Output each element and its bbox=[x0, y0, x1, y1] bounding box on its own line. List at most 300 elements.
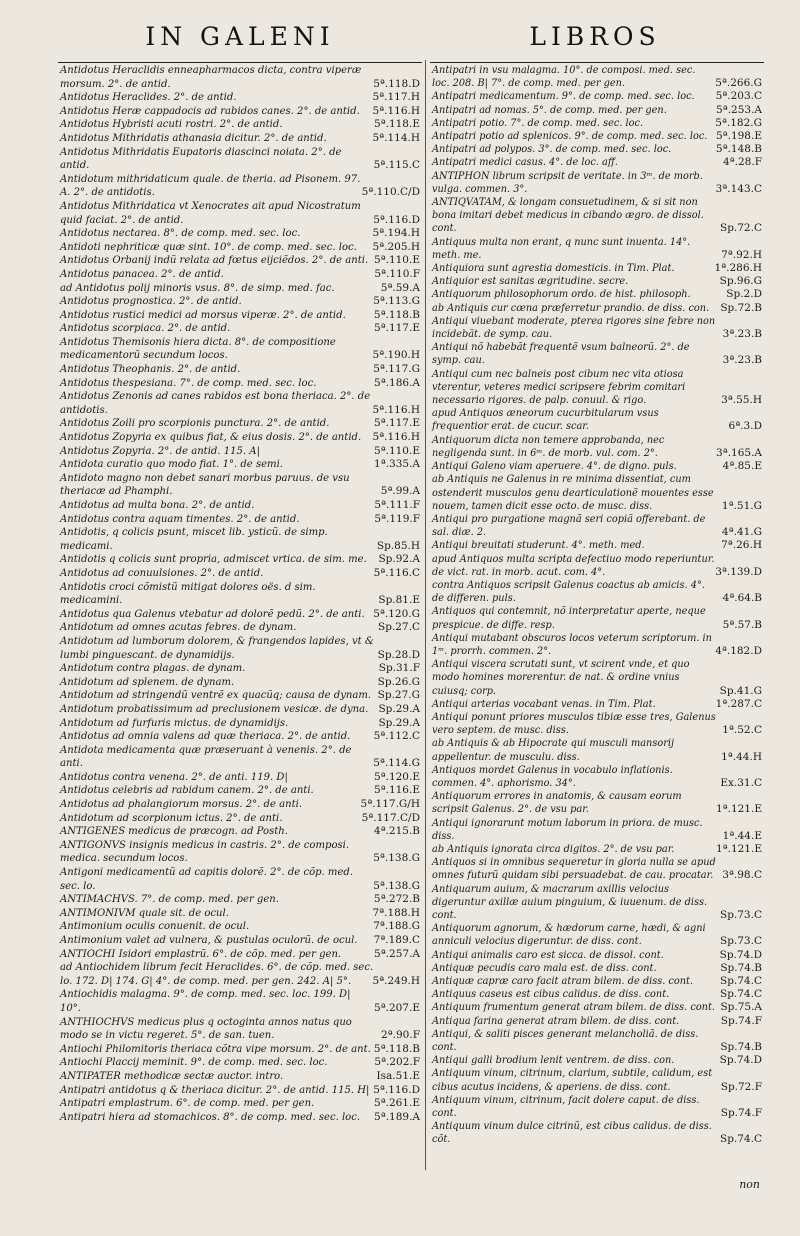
entry-reference: 5ª.116.C bbox=[373, 566, 420, 579]
entry-reference: Sp.2.D bbox=[726, 288, 762, 301]
entry-reference: 5ª.112.C bbox=[373, 730, 420, 743]
index-entry bbox=[432, 988, 764, 1001]
index-entry bbox=[432, 698, 764, 711]
entry-reference: 1ª.121.E bbox=[715, 803, 762, 816]
entry-text: Antiquum frumentum generat atram bilem. de diss. cont. bbox=[432, 1002, 715, 1014]
index-entry bbox=[60, 1097, 422, 1111]
entry-text: Antidotum ad stringendũ ventrẽ ex quacũq; causa de dynam. bbox=[60, 690, 372, 702]
entry-text: Antidotum ad omnes acutas febres. de dynam. bbox=[60, 622, 297, 634]
entry-text: Antiqui viuebant moderate, pterea rigores sine febre non incidebãt. de symp. cau. bbox=[432, 315, 716, 341]
index-entry bbox=[432, 1015, 764, 1028]
entry-text: Antidotum ad splenem. de dynam. bbox=[60, 676, 235, 688]
entry-reference: Sp.72.C bbox=[720, 222, 762, 235]
index-entry bbox=[60, 268, 422, 282]
index-entry bbox=[432, 883, 764, 923]
entry-reference: 4ª.85.E bbox=[722, 460, 762, 473]
entry-text: Antidotus Zopyria ex quibus fiat, & eius dosis. 2°. de antid. bbox=[60, 432, 362, 444]
index-entry bbox=[60, 866, 422, 893]
entry-reference: 5ª.205.H bbox=[372, 240, 420, 253]
index-entry bbox=[432, 975, 764, 988]
entry-text: Antiquorum agnorum, & hædorum carne, hædi, & agni anniculi velocius digeruntur. de diss. cont. bbox=[432, 923, 706, 948]
entry-reference: 1ª.335.A bbox=[374, 458, 420, 471]
entry-text: Antipatri medicamentum. 9°. de comp. med. sec. loc. bbox=[432, 91, 695, 103]
entry-text: Antiochidis malagma. 9°. de comp. med. sec. loc. 199. D| 10°. bbox=[60, 989, 351, 1014]
entry-reference: 5ª.111.F bbox=[374, 499, 420, 511]
entry-text: Antiquus caseus est cibus calidus. de diss. cont. bbox=[432, 989, 670, 1001]
entry-reference: 5ª.116.D bbox=[373, 1083, 420, 1096]
entry-reference: 5ª.114.G bbox=[373, 757, 420, 770]
entry-text: Antiquorum dicta non temere approbanda, nec negligenda sunt. in 6ᵐ. de morb. vul. com. 2°. bbox=[432, 434, 665, 459]
entry-reference: Sp.26.G bbox=[377, 675, 420, 688]
entry-text: Antiochi Philomitoris theriaca cõtra vipe morsum. 2°. de ant. bbox=[60, 1043, 371, 1055]
entry-reference: 5ª.116.D bbox=[373, 213, 420, 226]
entry-text: apud Antiquos multa scripta defectiuo modo reperiuntur. de vict. rat. in morb. acut. com. 4°. bbox=[432, 553, 715, 578]
entry-reference: 7ª.188.G bbox=[373, 920, 420, 933]
index-entry bbox=[60, 608, 422, 622]
entry-reference: 4ª.41.G bbox=[721, 526, 762, 539]
index-entry bbox=[432, 658, 764, 698]
entry-reference: 1ª.52.C bbox=[722, 724, 762, 737]
entry-text: Antiquarum auium, & macrarum axillis velocius digeruntur axillæ auium pinguium, & iuuenum. de diss. cont. bbox=[432, 883, 708, 921]
index-entry bbox=[60, 431, 422, 445]
entry-reference: Isa.51.E bbox=[376, 1069, 420, 1082]
index-entry bbox=[432, 737, 764, 763]
entry-text: Antimonium oculis conuenit. de ocul. bbox=[60, 921, 250, 933]
entry-reference: Sp.31.F bbox=[378, 662, 420, 675]
head-rule-right bbox=[430, 62, 764, 63]
entry-reference: 1ª.287.C bbox=[715, 697, 762, 710]
entry-reference: 5ª.257.A bbox=[374, 947, 420, 960]
entry-text: Antidotus Zenonis ad canes rabidos est bona theriaca. 2°. de antidotis. bbox=[60, 391, 371, 416]
entry-reference: 5ª.113.G bbox=[373, 295, 420, 308]
index-entry bbox=[60, 526, 422, 553]
entry-reference: Sp.74.C bbox=[720, 975, 762, 988]
entry-text: Antidotus scorpiaca. 2°. de antid. bbox=[60, 323, 231, 335]
entry-text: ANTIMACHVS. 7°. de comp. med. per gen. bbox=[60, 894, 279, 906]
entry-reference: 5ª.272.B bbox=[373, 893, 420, 906]
entry-text: Antidotum ad scorpionum ictus. 2°. de anti. bbox=[60, 812, 283, 824]
entry-text: Antipatri hiera ad stomachicos. 8°. de comp. med. sec. loc. bbox=[60, 1111, 361, 1123]
entry-text: Antigoni medicamentũ ad capitis dolorẽ. 2°. de cõp. med. sec. lo. bbox=[60, 867, 354, 892]
entry-reference: 3ª.165.A bbox=[716, 446, 762, 459]
index-entry bbox=[60, 118, 422, 132]
entry-text: Antiquos si in omnibus sequeretur in gloria nulla se apud omnes futurũ quidam sibi persuadebat. de cau. procatar. bbox=[432, 857, 716, 882]
index-entry bbox=[432, 288, 764, 301]
entry-text: Antidoti nephriticæ quæ sint. 10°. de comp. med. sec. loc. bbox=[60, 241, 357, 253]
index-entry bbox=[432, 130, 764, 143]
index-entry bbox=[432, 790, 764, 816]
index-entry bbox=[432, 1028, 764, 1054]
index-column-left bbox=[60, 64, 422, 1124]
entry-reference: 3ª.23.B bbox=[722, 354, 762, 367]
index-entry bbox=[60, 920, 422, 934]
entry-text: Antiquum vinum, citrinum, clarium, subtile, calidum, est cibus acutus incidens, & aperiens. de diss. cont. bbox=[432, 1068, 713, 1093]
index-entry bbox=[60, 132, 422, 146]
index-entry bbox=[60, 513, 422, 527]
index-entry bbox=[60, 458, 422, 472]
index-entry bbox=[60, 676, 422, 690]
entry-reference: 5ª.202.F bbox=[374, 1056, 420, 1069]
entry-text: Antidoto magno non debet sanari morbus paruus. de vsu theriacæ ad Phamphi. bbox=[60, 472, 350, 498]
entry-reference: 5ª.118.B bbox=[373, 308, 420, 321]
entry-text: Antidotus prognostica. 2°. de antid. bbox=[60, 296, 242, 308]
entry-text: Antiqui ignorarunt motum laborum in priora. de musc. diss. bbox=[432, 817, 703, 842]
index-entry bbox=[432, 1054, 764, 1067]
index-entry bbox=[60, 1084, 422, 1098]
entry-reference: 4ª.182.D bbox=[715, 644, 762, 657]
index-entry bbox=[432, 817, 764, 843]
entry-reference: 1ª.121.E bbox=[715, 842, 762, 855]
entry-text: Antidotus panacea. 2°. de antid. bbox=[60, 268, 224, 280]
entry-reference: 5ª.138.G bbox=[373, 852, 420, 865]
entry-reference: Sp.74.D bbox=[719, 948, 762, 961]
entry-reference: 5ª.207.E bbox=[373, 1001, 420, 1014]
entry-text: ANTHIOCHVS medicus plus q octoginta annos natus quo modo se in victu regeret. 5°. de san. tuen. bbox=[60, 1016, 352, 1042]
entry-reference: 5ª.110.E bbox=[373, 254, 420, 267]
entry-reference: 5ª.186.A bbox=[374, 376, 420, 389]
index-entry bbox=[432, 605, 764, 631]
entry-text: Antidotus Heræ cappadocis ad rabidos canes. 2°. de antid. bbox=[60, 105, 360, 117]
entry-text: Antidotus Theophanis. 2°. de antid. bbox=[60, 364, 241, 376]
entry-text: Antidotus Zoili pro scorpionis punctura. 2°. de antid. bbox=[60, 418, 330, 430]
index-column-right bbox=[432, 64, 764, 1147]
entry-text: Antidotus ad multa bona. 2°. de antid. bbox=[60, 500, 255, 511]
index-entry bbox=[60, 635, 422, 662]
index-entry bbox=[60, 1070, 422, 1084]
head-rule-left bbox=[58, 62, 422, 63]
entry-reference: Sp.74.B bbox=[720, 1041, 762, 1054]
catchword: non bbox=[739, 1178, 760, 1191]
entry-text: Antidotus ad conuulsiones. 2°. de antid. bbox=[60, 567, 264, 579]
running-head-left: IN GALENI bbox=[145, 22, 335, 51]
index-entry bbox=[60, 812, 422, 826]
index-entry bbox=[60, 948, 422, 962]
entry-text: Antiqui mutabant obscuros locos veterum scriptorum. in 1ᵐ. prorrh. commen. 2°. bbox=[432, 632, 712, 657]
entry-text: Antidota curatio quo modo fiat. 1°. de semi. bbox=[60, 459, 283, 471]
entry-reference: 5ª.116.H bbox=[372, 431, 420, 444]
entry-reference: 5ª.116.H bbox=[372, 104, 420, 117]
entry-reference: Sp.72.F bbox=[720, 1080, 762, 1093]
index-entry bbox=[60, 839, 422, 866]
index-entry bbox=[60, 988, 422, 1015]
entry-reference: Sp.74.F bbox=[720, 1107, 762, 1120]
entry-reference: Sp.41.G bbox=[719, 684, 762, 697]
entry-text: ANTIOCHI Isidori emplastrũ. 6°. de cõp. med. per gen. bbox=[60, 948, 342, 960]
index-entry bbox=[432, 196, 764, 236]
index-entry bbox=[432, 1067, 764, 1093]
entry-reference: 4ª.28.F bbox=[723, 156, 762, 169]
entry-text: ab Antiquis & ab Hipocrate qui musculi mansorij appellentur. de musculu. diss. bbox=[432, 738, 674, 763]
entry-text: Antiquæ capræ caro facit atram bilem. de diss. cont. bbox=[432, 976, 694, 988]
entry-reference: Sp.96.G bbox=[719, 275, 762, 288]
entry-text: Antidotum contra plagas. de dynam. bbox=[60, 663, 246, 675]
entry-text: Antiqui galli brodium lenit ventrem. de diss. con. bbox=[432, 1055, 675, 1067]
index-entry bbox=[432, 632, 764, 658]
index-entry bbox=[432, 262, 764, 275]
entry-reference: 5ª.119.F bbox=[374, 512, 420, 525]
index-entry bbox=[432, 143, 764, 156]
entry-reference: 5ª.266.G bbox=[715, 77, 762, 90]
entry-reference: 5ª.190.H bbox=[372, 349, 420, 362]
entry-text: Antiqua farina generat atram bilem. de diss. cont. bbox=[432, 1015, 680, 1027]
entry-reference: Sp.29.A bbox=[378, 702, 420, 715]
index-entry bbox=[60, 581, 422, 608]
entry-reference: Sp.73.C bbox=[720, 909, 762, 921]
entry-reference: 7ª.92.H bbox=[721, 248, 762, 261]
entry-text: Antipatri medici casus. 4°. de loc. aff. bbox=[432, 157, 618, 169]
entry-text: Antiquæ pecudis caro mala est. de diss. cont. bbox=[432, 962, 657, 974]
entry-text: Antipatri antidotus q & theriaca dicitur. 2°. de antid. 115. H| bbox=[60, 1084, 370, 1096]
index-entry bbox=[432, 341, 764, 367]
index-entry bbox=[432, 104, 764, 117]
entry-reference: 5ª.120.E bbox=[373, 770, 420, 783]
index-entry bbox=[60, 200, 422, 227]
entry-text: Antiquum vinum, citrinum, facit dolere caput. de diss. cont. bbox=[432, 1094, 700, 1120]
entry-text: Antiqui nõ habebãt frequentẽ vsum balneorũ. 2°. de symp. cau. bbox=[432, 342, 690, 367]
index-entry bbox=[60, 553, 422, 567]
index-entry bbox=[432, 711, 764, 737]
entry-text: ANTIPATER methodicæ sectæ auctor. intro. bbox=[60, 1070, 284, 1082]
entry-text: ANTIMONIVM quale sit. de ocul. bbox=[60, 907, 229, 919]
index-entry bbox=[432, 117, 764, 130]
entry-text: Antipatri potio. 7°. de comp. med. sec. loc. bbox=[432, 117, 644, 129]
entry-text: Antidotus Mithridatis athanasia dicitur. 2°. de antid. bbox=[60, 132, 327, 144]
entry-reference: 5ª.198.E bbox=[715, 130, 762, 143]
index-entry bbox=[60, 336, 422, 363]
entry-text: Antiquiora sunt agrestia domesticis. in Tim. Plat. bbox=[432, 263, 675, 275]
index-entry bbox=[432, 922, 764, 948]
entry-reference: Sp.74.D bbox=[719, 1054, 762, 1067]
entry-reference: 5ª.116.H bbox=[372, 403, 420, 416]
entry-text: Antidotus Heraclides. 2°. de antid. bbox=[60, 92, 237, 104]
index-entry bbox=[60, 961, 422, 988]
index-entry bbox=[60, 173, 422, 200]
entry-text: Antiquos mordet Galenus in vocabulo inflationis. commen. 4°. aphorismo. 34°. bbox=[432, 764, 673, 789]
entry-text: Antipatri potio ad splenicos. 9°. de comp. med. sec. loc. bbox=[432, 131, 708, 143]
entry-text: Antidotis q colicis sunt propria, admiscet vrtica. de sim. me. bbox=[60, 554, 367, 566]
index-entry bbox=[60, 771, 422, 785]
index-entry bbox=[432, 90, 764, 103]
entry-text: ab Antiquis ne Galenus in re minima dissentiat, cum ostenderit musculos genu dearticulationẽ mouentes esse nouem, tamen dicit esse octo. de musc. diss. bbox=[432, 474, 714, 512]
index-entry bbox=[60, 825, 422, 839]
index-entry bbox=[60, 1043, 422, 1057]
entry-text: Antidotus Orbanij indũ relata ad fœtus eijciẽdos. 2°. de anti. bbox=[60, 255, 369, 267]
entry-reference: 5ª.117.C/D bbox=[361, 811, 420, 824]
index-entry bbox=[432, 315, 764, 341]
entry-text: Antiqui, & saliti pisces generant melancholiã. de diss. cont. bbox=[432, 1028, 699, 1054]
entry-text: Antidotus ad omnia valens ad quæ theriaca. 2°. de antid. bbox=[60, 731, 351, 743]
entry-reference: Sp.27.G bbox=[377, 689, 420, 702]
entry-text: Antiquos qui contemnit, nõ interpretatur aperte, neque prespicue. de diffe. resp. bbox=[432, 606, 706, 631]
entry-reference: 5ª.99.A bbox=[380, 485, 420, 498]
index-entry bbox=[432, 434, 764, 460]
entry-text: Antiquus multa non erant, q nunc sunt inuenta. 14°. meth. me. bbox=[432, 236, 691, 261]
entry-text: Antidotum mithridaticum quale. de theria. ad Pisonem. 97. A. 2°. de antidotis. bbox=[60, 173, 361, 199]
entry-text: Antipatri in vsu malagma. 10°. de composi. med. sec. loc. 208. B| 7°. de comp. med. per gen. bbox=[432, 65, 696, 90]
entry-text: Antidotus Themisonis hiera dicta. 8°. de compositione medicamentorũ secundum locos. bbox=[60, 336, 336, 362]
index-entry bbox=[432, 170, 764, 196]
index-entry bbox=[60, 798, 422, 812]
index-entry bbox=[432, 579, 764, 605]
entry-reference: 7ª.189.C bbox=[373, 934, 420, 946]
entry-reference: 3ª.23.B bbox=[722, 328, 762, 341]
index-entry bbox=[60, 390, 422, 417]
entry-reference: 5ª.118.E bbox=[373, 118, 420, 131]
entry-reference: 5ª.117.E bbox=[373, 417, 420, 430]
entry-reference: 5ª.114.H bbox=[372, 131, 420, 144]
entry-reference: 1ª.44.E bbox=[722, 829, 762, 842]
entry-text: Antidotis croci cõmistũ mitigat dolores oës. d sim. medicamini. bbox=[60, 581, 316, 607]
index-entry bbox=[432, 407, 764, 433]
index-entry bbox=[432, 156, 764, 169]
entry-text: Antimonium valet ad vulnera, & pustulas oculorũ. de ocul. bbox=[60, 935, 358, 946]
entry-reference: 5ª.189.A bbox=[374, 1110, 420, 1123]
index-entry bbox=[60, 146, 422, 173]
entry-text: Antidotus contra venena. 2°. de anti. 119. D| bbox=[60, 771, 288, 783]
index-entry bbox=[60, 64, 422, 91]
index-entry bbox=[432, 275, 764, 288]
entry-text: Antiqui Galeno viam aperuere. 4°. de digno. puls. bbox=[432, 461, 677, 473]
entry-text: apud Antiquos æneorum cucurbitularum vsus frequentior erat. de cucur. scar. bbox=[432, 408, 659, 433]
entry-reference: 5ª.57.B bbox=[722, 618, 762, 631]
entry-reference: 5ª.203.C bbox=[715, 90, 762, 103]
index-entry bbox=[432, 236, 764, 262]
index-entry bbox=[60, 377, 422, 391]
entry-text: Antiquorum philosophorum ordo. de hist. philosoph. bbox=[432, 289, 691, 301]
entry-reference: 3ª.55.H bbox=[721, 394, 762, 407]
column-divider bbox=[425, 60, 426, 1170]
index-entry bbox=[432, 473, 764, 513]
index-entry bbox=[432, 949, 764, 962]
index-entry bbox=[60, 282, 422, 296]
index-entry bbox=[60, 309, 422, 323]
index-entry bbox=[432, 460, 764, 473]
entry-text: ANTIPHON librum scripsit de veritate. in 3ᵐ. de morb. vulga. commen. 3°. bbox=[432, 170, 703, 195]
index-entry bbox=[60, 893, 422, 907]
index-entry bbox=[60, 662, 422, 676]
entry-reference: 3ª.139.D bbox=[715, 565, 762, 578]
entry-reference: Ex.31.C bbox=[720, 776, 762, 789]
entry-reference: Sp.72.B bbox=[720, 301, 762, 314]
entry-text: Antiqui arterias vocabant venas. in Tim. Plat. bbox=[432, 698, 656, 710]
entry-reference: 5ª.117.G bbox=[373, 363, 420, 376]
entry-text: Antiqui ponunt priores musculos tibiæ esse tres, Galenus vero septem. de musc. diss. bbox=[432, 711, 716, 737]
index-entry bbox=[432, 64, 764, 90]
entry-text: Antiqui cum nec balneis post cibum nec vita otiosa vterentur, veteres medici scripsere febrim comitari necessario rigores. de palp. conuul. & rigo. bbox=[432, 368, 686, 407]
index-entry bbox=[60, 689, 422, 703]
entry-reference: 7ª.188.H bbox=[372, 906, 420, 919]
entry-reference: Sp.92.A bbox=[378, 553, 420, 566]
entry-reference: 5ª.110.C/D bbox=[361, 186, 420, 199]
entry-reference: Sp.27.C bbox=[378, 621, 420, 634]
entry-text: ANTIGONVS insignis medicus in castris. 2°. de composi. medica. secundum locos. bbox=[60, 839, 350, 865]
entry-text: Antidotus qua Galenus vtebatur ad dolorẽ pedũ. 2°. de anti. bbox=[60, 608, 365, 620]
entry-text: Antidotus Mithridatis Eupatoris diascinci noiata. 2°. de antid. bbox=[60, 146, 342, 172]
index-entry bbox=[60, 91, 422, 105]
entry-text: ANTIQVATAM, & longam consuetudinem, & si sit non bona imitari debet medicus in cibando ægro. de dissol. cont. bbox=[432, 197, 704, 235]
entry-reference: Sp.85.H bbox=[376, 539, 420, 552]
entry-text: Antidotum probatissimum ad preclusionem vesicæ. de dyna. bbox=[60, 703, 369, 715]
entry-reference: 5ª.120.G bbox=[373, 607, 420, 620]
entry-reference: Sp.81.E bbox=[378, 594, 420, 607]
index-entry bbox=[60, 499, 422, 513]
index-entry bbox=[60, 621, 422, 635]
entry-reference: 5ª.110.F bbox=[374, 267, 420, 280]
index-entry bbox=[60, 907, 422, 921]
entry-reference: Sp.28.D bbox=[377, 648, 420, 661]
entry-reference: 5ª.117.G/H bbox=[360, 798, 420, 811]
index-entry bbox=[432, 553, 764, 579]
entry-reference: 1ª.51.G bbox=[721, 499, 762, 512]
index-entry bbox=[432, 302, 764, 315]
entry-reference: Sp.73.C bbox=[720, 935, 762, 948]
entry-reference: 5ª.253.A bbox=[716, 103, 762, 116]
index-entry bbox=[60, 417, 422, 431]
entry-text: Antidotus Zopyria. 2°. de antid. 115. A| bbox=[60, 445, 260, 457]
index-entry bbox=[60, 445, 422, 459]
running-head-right: LIBROS bbox=[529, 22, 661, 51]
entry-reference: 3ª.143.C bbox=[715, 182, 762, 195]
entry-reference: Sp.74.F bbox=[720, 1014, 762, 1027]
index-entry bbox=[60, 254, 422, 268]
entry-text: Antidotus ad phalangiorum morsus. 2°. de anti. bbox=[60, 799, 303, 811]
index-entry bbox=[432, 962, 764, 975]
index-entry bbox=[60, 363, 422, 377]
index-entry bbox=[60, 567, 422, 581]
index-entry bbox=[432, 1001, 764, 1014]
entry-text: Antiquorum errores in anatomis, & causam eorum scripsit Galenus. 2°. de vsu par. bbox=[432, 791, 682, 816]
index-entry bbox=[60, 784, 422, 798]
index-entry bbox=[60, 105, 422, 119]
index-entry bbox=[60, 241, 422, 255]
entry-reference: 5ª.115.C bbox=[373, 159, 420, 172]
entry-reference: Sp.74.B bbox=[720, 961, 762, 974]
entry-text: Antidotus celebris ad rabidum canem. 2°. de anti. bbox=[60, 785, 314, 797]
entry-text: Antipatri ad polypos. 3°. de comp. med. sec. loc. bbox=[432, 144, 672, 156]
entry-reference: Sp.74.C bbox=[720, 1133, 762, 1146]
index-entry bbox=[60, 227, 422, 241]
entry-reference: 5ª.117.H bbox=[372, 91, 420, 104]
index-entry bbox=[432, 1094, 764, 1120]
entry-text: Antiqui viscera scrutati sunt, vt scirent vnde, et quo modo homines morerentur. de nat. & ordine vnius cuiusq; corp. bbox=[432, 659, 690, 697]
entry-reference: 5ª.182.G bbox=[715, 116, 762, 129]
entry-text: ab Antiquis ignorata circa digitos. 2°. de vsu par. bbox=[432, 843, 675, 855]
entry-reference: Sp.29.A bbox=[378, 716, 420, 729]
entry-reference: 5ª.194.H bbox=[372, 227, 420, 240]
index-entry bbox=[432, 843, 764, 856]
index-entry bbox=[432, 368, 764, 408]
entry-reference: Sp.74.C bbox=[720, 988, 762, 1001]
entry-text: Antidotus Heraclidis enneapharmacos dicta, contra viperæ morsum. 2°. de antid. bbox=[60, 65, 362, 90]
entry-reference: Sp.75.A bbox=[720, 1001, 762, 1014]
index-entry bbox=[60, 934, 422, 948]
entry-reference: 5ª.118.B bbox=[373, 1042, 420, 1055]
entry-text: Antidotus Hybristi acuti rostri. 2°. de antid. bbox=[60, 119, 283, 131]
entry-reference: 5ª.118.D bbox=[373, 77, 420, 90]
entry-reference: 2ª.90.F bbox=[381, 1029, 420, 1042]
entry-reference: 3ª.98.C bbox=[722, 869, 762, 882]
entry-reference: 7ª.26.H bbox=[721, 539, 762, 552]
entry-text: Antiqui breuitati studerunt. 4°. meth. med. bbox=[432, 540, 645, 552]
index-entry bbox=[60, 703, 422, 717]
entry-reference: 4ª.64.B bbox=[722, 592, 762, 605]
index-entry bbox=[60, 744, 422, 771]
index-entry bbox=[60, 472, 422, 499]
entry-reference: 5ª.116.E bbox=[373, 784, 420, 797]
entry-text: Antiqui pro purgatione magnã seri copiã offerebant. de sal. diæ. 2. bbox=[432, 513, 706, 539]
entry-reference: 5ª.261.E bbox=[373, 1097, 420, 1110]
index-entry bbox=[60, 730, 422, 744]
